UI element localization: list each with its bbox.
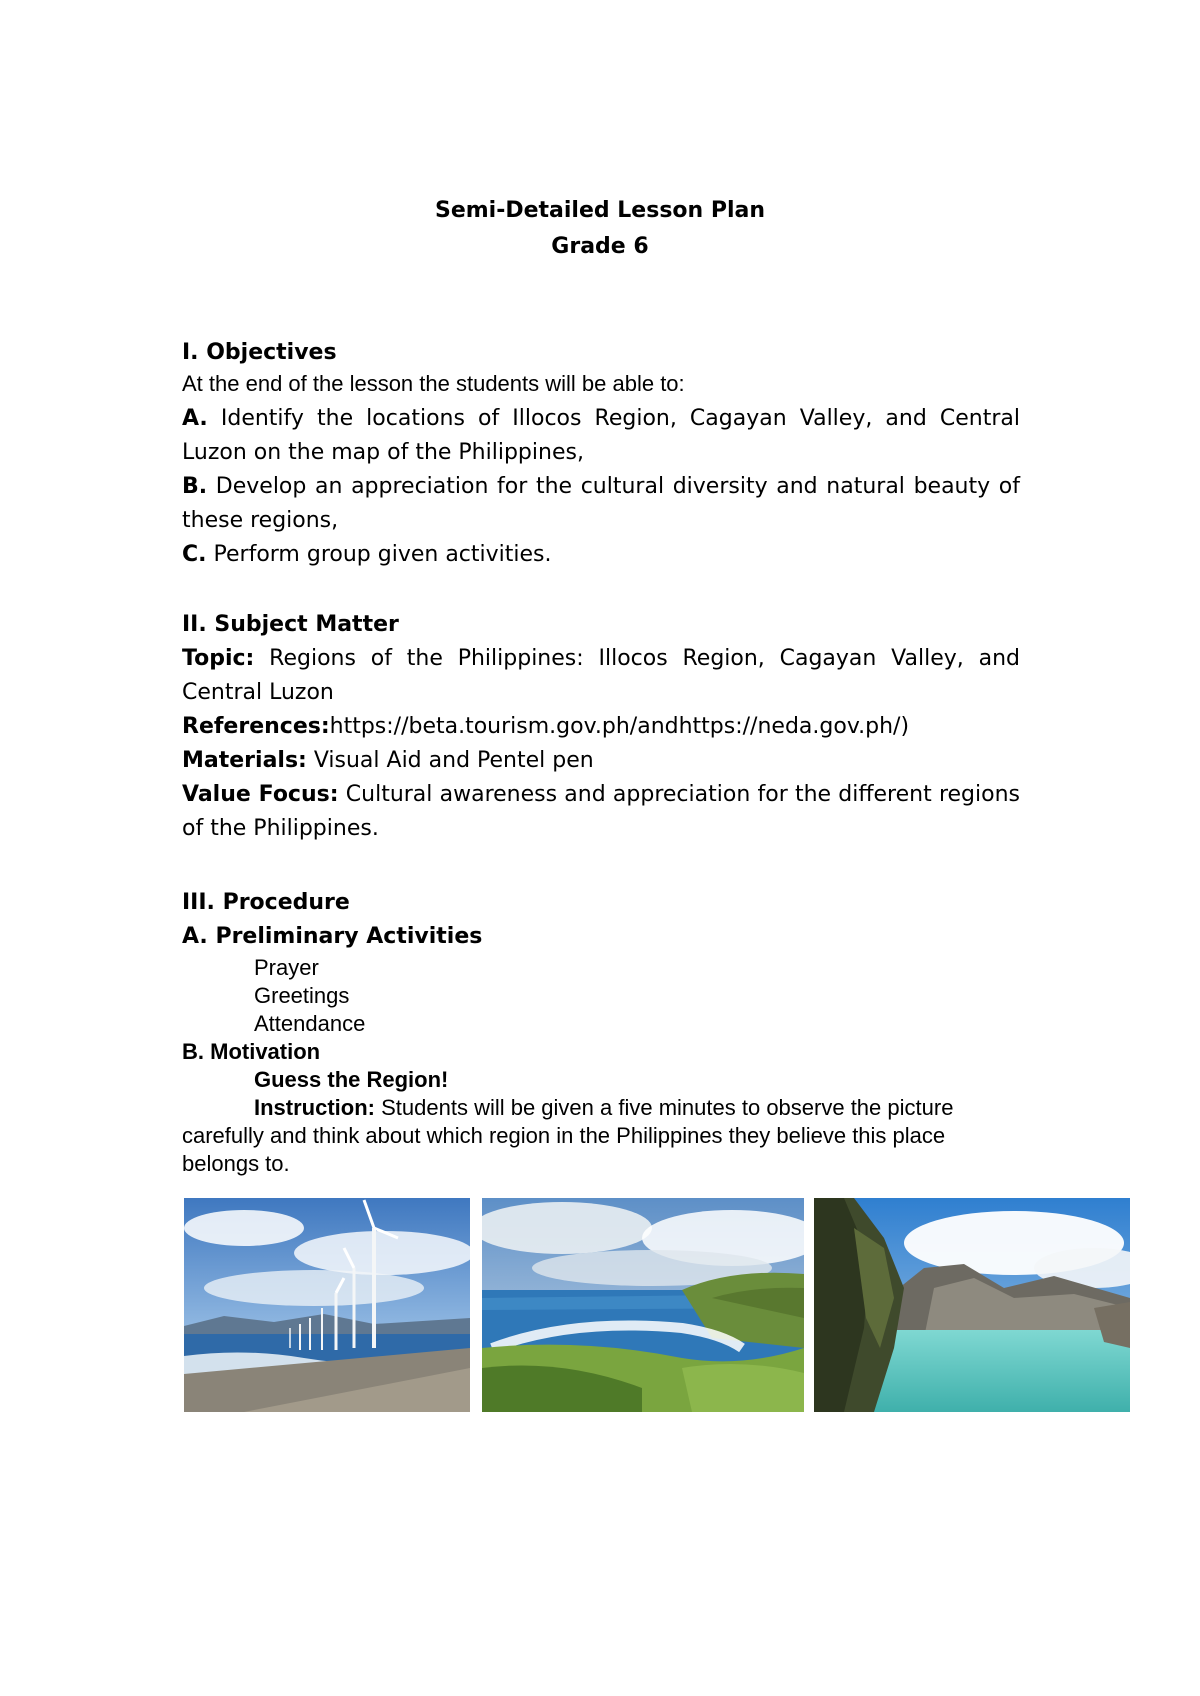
materials-text: Visual Aid and Pentel pen [306, 748, 594, 773]
references-label: References: [182, 714, 330, 739]
objectives-intro: At the end of the lesson the students will be able to: [182, 371, 685, 396]
document-grade: Grade 6 [551, 234, 649, 259]
objective-letter: B. [182, 474, 208, 499]
objective-text: Identify the locations of Illocos Region, Cagayan Valley, and Central Luzon on the map of the Philippines, [182, 406, 1020, 465]
coastline-photo [482, 1198, 804, 1412]
references-line [182, 710, 1020, 744]
objectives-heading: I. Objectives [182, 340, 337, 365]
windmills-photo [184, 1198, 470, 1412]
topic-line [182, 642, 1020, 710]
procedure-section [182, 886, 1020, 1178]
preliminary-item: Greetings [254, 983, 350, 1008]
game-title: Guess the Region! [254, 1067, 449, 1092]
objective-a [182, 402, 1020, 470]
materials-label: Materials: [182, 748, 307, 773]
objective-letter: C. [182, 542, 207, 567]
subject-matter-heading: II. Subject Matter [182, 612, 399, 637]
instruction-paragraph [182, 1094, 1020, 1178]
photo-row [184, 1198, 1130, 1412]
references-text: https://beta.tourism.gov.ph/andhttps://neda.gov.ph/) [329, 714, 910, 739]
topic-label: Topic: [182, 646, 255, 671]
motivation-heading: B. Motivation [182, 1039, 321, 1064]
materials-line [182, 744, 1020, 778]
subject-matter-section [182, 608, 1020, 846]
preliminary-item: Prayer [254, 955, 319, 980]
preliminary-heading: A. Preliminary Activities [182, 924, 483, 949]
objective-b [182, 470, 1020, 538]
instruction-text: Students will be given a five minutes to observe the picture carefully and think about which region in the Philippines they believe this place belongs to. [182, 1095, 954, 1176]
topic-text: Regions of the Philippines: Illocos Region, Cagayan Valley, and Central Luzon [182, 646, 1020, 705]
procedure-heading: III. Procedure [182, 890, 350, 915]
preliminary-item: Attendance [254, 1011, 366, 1036]
objective-text: Perform group given activities. [206, 542, 552, 567]
value-focus-text: Cultural awareness and appreciation for the different regions of the Philippines. [182, 782, 1020, 841]
objectives-section [182, 336, 1020, 572]
crater-lake-photo [814, 1198, 1130, 1412]
value-focus-label: Value Focus: [182, 782, 339, 807]
document-title: Semi-Detailed Lesson Plan [434, 198, 766, 223]
value-focus-line [182, 778, 1020, 846]
instruction-label: Instruction: [254, 1095, 375, 1120]
objective-letter: A. [182, 406, 208, 431]
objective-c [182, 538, 1020, 572]
objective-text: Develop an appreciation for the cultural diversity and natural beauty of these regions, [182, 474, 1020, 533]
